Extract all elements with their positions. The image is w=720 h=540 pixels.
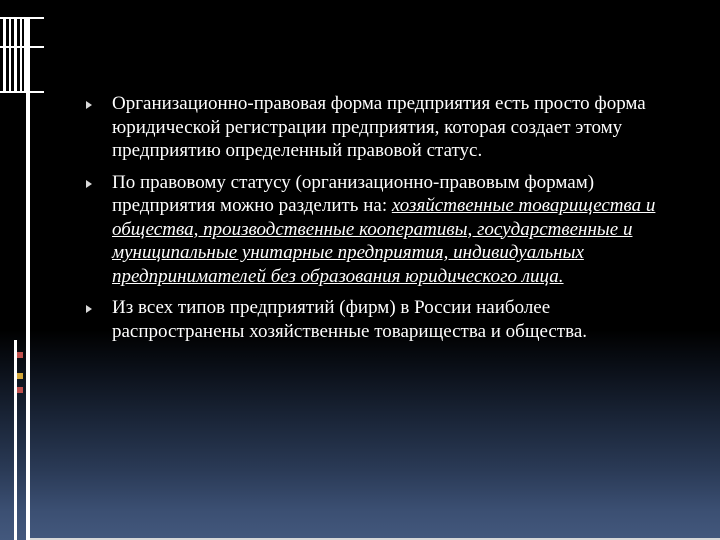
decor-square-red [17,387,23,393]
bullet-item [84,92,684,163]
bullet-text: По правовому статусу (организационно-правовым формам) предприятия можно разделить на: [112,171,595,216]
decor-square-gold [17,373,23,379]
decor-line [0,17,44,19]
decor-line [0,46,44,48]
left-edge-strip-inner [14,340,17,540]
decor-line [3,17,6,93]
decor-line [14,17,17,93]
decor-line [9,17,11,93]
decor-line [0,91,44,93]
bullet-item [84,171,684,289]
decor-square-red [17,352,23,358]
slide-content [84,92,684,351]
bullet-text: Организационно-правовая форма предприятия есть просто форма юридической регистрации предприятия, которая создает этому предприятию определенный правовой статус. [112,93,646,161]
left-edge-strip [26,17,30,540]
bullet-emphasis: хозяйственные товарищества и общества, производственные кооперативы, государственные и муниципальные унитарные предприятия, индивидуальных предпринимателей без образования юридического лица. [112,195,656,287]
bullet-arrow-icon [86,101,92,109]
decor-line [20,17,22,93]
bullet-item [84,296,684,343]
bullet-arrow-icon [86,180,92,188]
bullet-arrow-icon [86,305,92,313]
bullet-text: Из всех типов предприятий (фирм) в России наиболее распространены хозяйственные товарищества и общества. [112,297,588,342]
